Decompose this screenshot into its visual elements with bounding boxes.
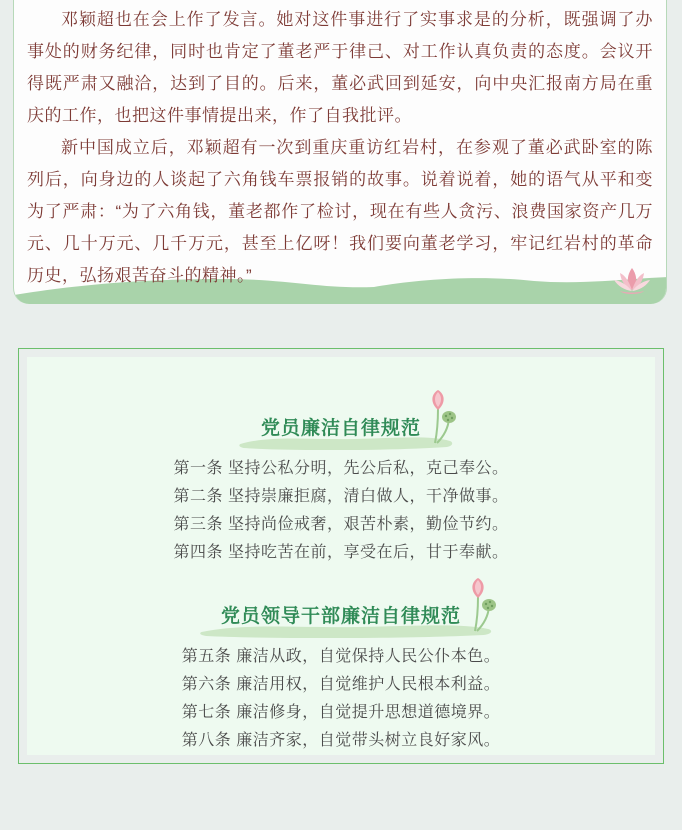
tulip-flower-icon: [423, 389, 457, 445]
rules-section2-list: [27, 643, 655, 755]
story-card: [13, 0, 667, 304]
rule-item: 第五条 廉洁从政，自觉保持人民公仆本色。: [181, 648, 501, 665]
rule-item: 第八条 廉洁齐家，自觉带头树立良好家风。: [181, 732, 501, 749]
rules-section1-heading-row: [27, 391, 655, 449]
rules-card: [18, 348, 664, 764]
rules-section1-list: [27, 455, 655, 567]
rules-section2-heading-row: [27, 579, 655, 637]
tulip-flower-icon: [463, 577, 497, 633]
rule-item: 第三条 坚持尚俭戒奢，艰苦朴素，勤俭节约。: [173, 516, 509, 533]
lotus-flower-icon: [610, 264, 654, 298]
rules-section2-title: [221, 601, 461, 628]
section-title-text: 党员廉洁自律规范: [260, 418, 421, 439]
rule-item: 第一条 坚持公私分明，先公后私，克己奉公。: [173, 460, 509, 477]
story-paragraph: 新中国成立后，邓颖超有一次到重庆重访红岩村，在参观了董必武卧室的陈列后，向身边的人谈起了六角钱车票报销的故事。说着说着，她的语气从平和变为了严肃：“为了六角钱，董老都作了检讨，现在有些人贪污、浪费国家资产几万元、几十万元、几千万元，甚至上亿呀！我们要向董老学习，牢记红岩村的革命历史，弘扬艰苦奋斗的精神。”: [27, 138, 653, 285]
bottom-strip: [0, 830, 682, 836]
rule-item: 第四条 坚持吃苦在前，享受在后，甘于奉献。: [173, 544, 509, 561]
rule-item: 第七条 廉洁修身，自觉提升思想道德境界。: [181, 704, 501, 721]
section-title-text: 党员领导干部廉洁自律规范: [220, 606, 461, 627]
rules-panel: [27, 357, 655, 755]
story-text: [14, 0, 666, 292]
rule-item: 第六条 廉洁用权，自觉维护人民根本利益。: [181, 676, 501, 693]
story-paragraph: 邓颖超也在会上作了发言。她对这件事进行了实事求是的分析，既强调了办事处的财务纪律，同时也肯定了董老严于律己、对工作认真负责的态度。会议开得既严肃又融洽，达到了目的。后来，董必武回到延安，向中央汇报南方局在重庆的工作，也把这件事情提出来，作了自我批评。: [27, 10, 653, 125]
rules-section1-title: [261, 413, 421, 440]
rule-item: 第二条 坚持崇廉拒腐，清白做人，干净做事。: [173, 488, 509, 505]
